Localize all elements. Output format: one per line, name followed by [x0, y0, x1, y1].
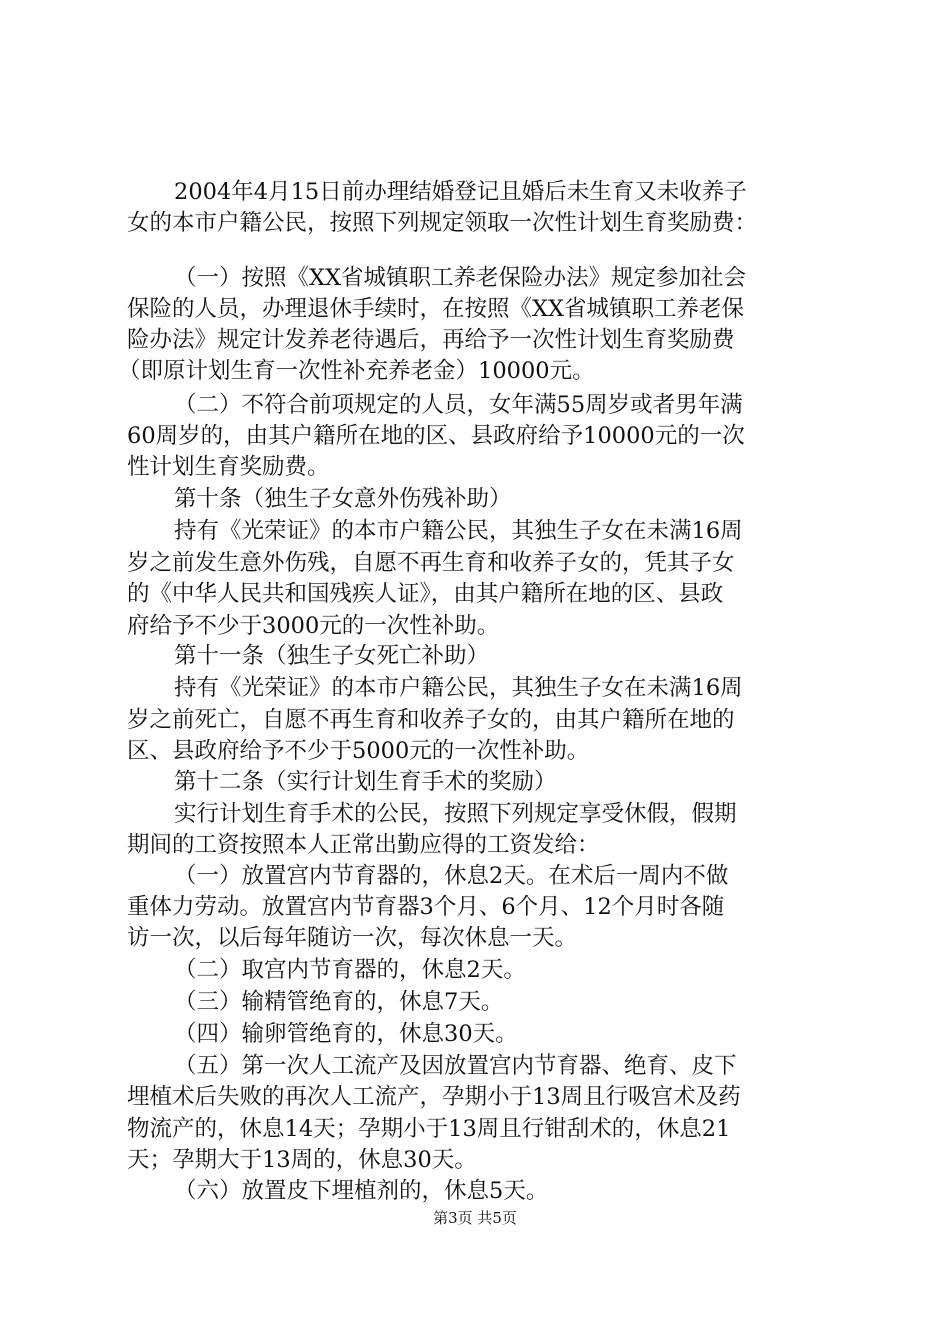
page-footer: 第3页 共5页	[433, 1209, 517, 1227]
text-line: （即原计划生育一次性补充养老金）10000元。	[118, 358, 595, 384]
text-line: 访一次，以后每年随访一次，每次休息一天。	[127, 925, 578, 951]
text-line: 60周岁的，由其户籍所在地的区、县政府给予10000元的一次	[127, 423, 745, 449]
text-line: 的《中华人民共和国残疾人证》，由其户籍所在地的区、县政	[127, 581, 724, 607]
text-line: 期间的工资按照本人正常出勤应得的工资发给：	[127, 832, 600, 858]
text-line: 保险的人员，办理退休手续时，在按照《XX省城镇职工养老保	[127, 296, 745, 322]
text-line: 天；孕期大于13周的，休息30天。	[127, 1147, 477, 1173]
text-line: 府给予不少于3000元的一次性补助。	[127, 613, 500, 639]
text-line: 重体力劳动。放置宫内节育器3个月、6个月、12个月时各随	[127, 894, 725, 920]
text-line: 险办法》规定计发养老待遇后，再给予一次性计划生育奖励费	[127, 327, 735, 353]
text-line: 岁之前死亡，自愿不再生育和收养子女的，由其户籍所在地的	[127, 707, 735, 733]
text-line: （三）输精管绝育的，休息7天。	[174, 989, 504, 1015]
text-line: 性计划生育奖励费。	[127, 454, 330, 480]
text-line: 持有《光荣证》的本市户籍公民，其独生子女在未满16周	[174, 518, 743, 544]
text-line: （一）按照《XX省城镇职工养老保险办法》规定参加社会	[174, 265, 747, 291]
section-heading: 第十一条（独生子女死亡补助）	[174, 643, 490, 669]
text-line: 区、县政府给予不少于5000元的一次性补助。	[127, 738, 590, 764]
text-line: 实行计划生育手术的公民，按照下列规定享受休假，假期	[174, 801, 737, 827]
text-line: （一）放置宫内节育器的，休息2天。在术后一周内不做	[174, 863, 729, 889]
text-line: 2004年4月15日前办理结婚登记且婚后未生育又未收养子	[174, 179, 747, 205]
text-line: （二）取宫内节育器的，休息2天。	[174, 957, 526, 983]
text-line: 岁之前发生意外伤残，自愿不再生育和收养子女的，凭其子女	[127, 550, 735, 576]
section-heading: 第十二条（实行计划生育手术的奖励）	[174, 769, 557, 795]
text-line: 持有《光荣证》的本市户籍公民，其独生子女在未满16周	[174, 675, 743, 701]
text-line: 物流产的，休息14天；孕期小于13周且行钳刮术的，休息21	[127, 1116, 731, 1142]
text-line: （四）输卵管绝育的，休息30天。	[174, 1021, 518, 1047]
section-heading: 第十条（独生子女意外伤残补助）	[174, 486, 512, 512]
text-line: （五）第一次人工流产及因放置宫内节育器、绝育、皮下	[174, 1053, 737, 1079]
text-line: （二）不符合前项规定的人员，女年满55周岁或者男年满	[174, 392, 743, 418]
text-line: 女的本市户籍公民，按照下列规定领取一次性计划生育奖励费：	[127, 210, 758, 236]
text-line: 埋植术后失败的再次人工流产，孕期小于13周且行吸宫术及药	[127, 1084, 741, 1110]
text-line: （六）放置皮下埋植剂的，休息5天。	[174, 1178, 549, 1204]
